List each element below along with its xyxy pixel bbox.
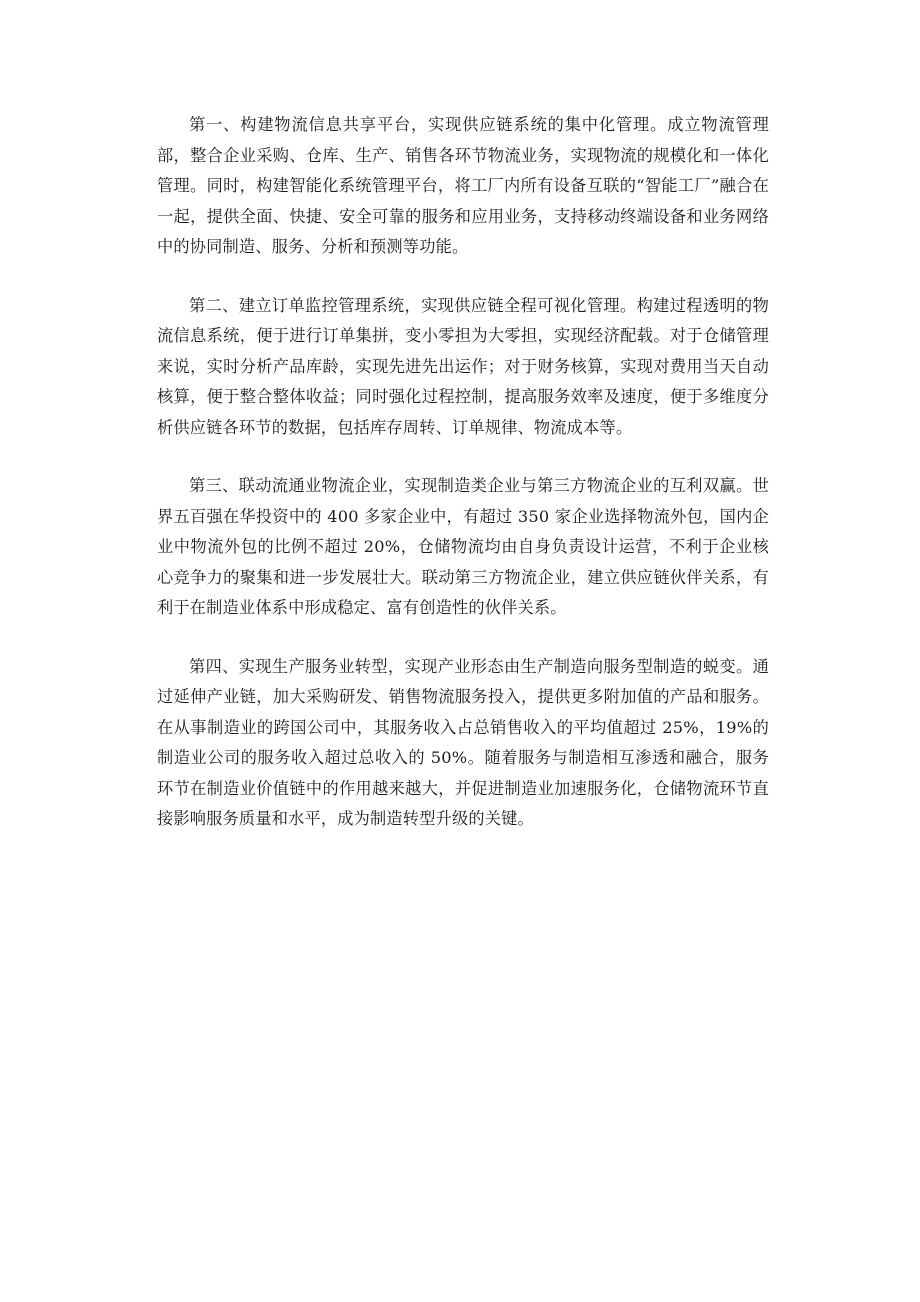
document-body	[157, 110, 769, 863]
paragraph-3: 第三、联动流通业物流企业，实现制造类企业与第三方物流企业的互利双赢。世界五百强在华投资中的 400 多家企业中，有超过 350 家企业选择物流外包，国内企业中物流外包的比例不超过 20%，仓储物流均由自身负责设计运营，不利于企业核心竞争力的聚集和进一步发展壮大。联动第三方物流企业，建立供应链伙伴关系，有利于在制造业体系中形成稳定、富有创造性的伙伴关系。	[157, 476, 769, 617]
paragraph-2: 第二、建立订单监控管理系统，实现供应链全程可视化管理。构建过程透明的物流信息系统，便于进行订单集拼，变小零担为大零担，实现经济配载。对于仓储管理来说，实时分析产品库龄，实现先进先出运作；对于财务核算，实现对费用当天自动核算，便于整合整体收益；同时强化过程控制，提高服务效率及速度，便于多维度分析供应链各环节的数据，包括库存周转、订单规律、物流成本等。	[157, 295, 769, 437]
paragraph-4: 第四、实现生产服务业转型，实现产业形态由生产制造向服务型制造的蜕变。通过延伸产业链，加大采购研发、销售物流服务投入，提供更多附加值的产品和服务。在从事制造业的跨国公司中，其服务收入占总销售收入的平均值超过 25%，19%的制造业公司的服务收入超过总收入的 50%。随着服务与制造相互渗透和融合，服务环节在制造业价值链中的作用越来越大，并促进制造业加速服务化，仓储物流环节直接影响服务质量和水平，成为制造转型升级的关键。	[157, 656, 769, 828]
paragraph-1: 第一、构建物流信息共享平台，实现供应链系统的集中化管理。成立物流管理部，整合企业采购、仓库、生产、销售各环节物流业务，实现物流的规模化和一体化管理。同时，构建智能化系统管理平台，将工厂内所有设备互联的“智能工厂”融合在一起，提供全面、快捷、安全可靠的服务和应用业务，支持移动终端设备和业务网络中的协同制造、服务、分析和预测等功能。	[157, 115, 769, 256]
